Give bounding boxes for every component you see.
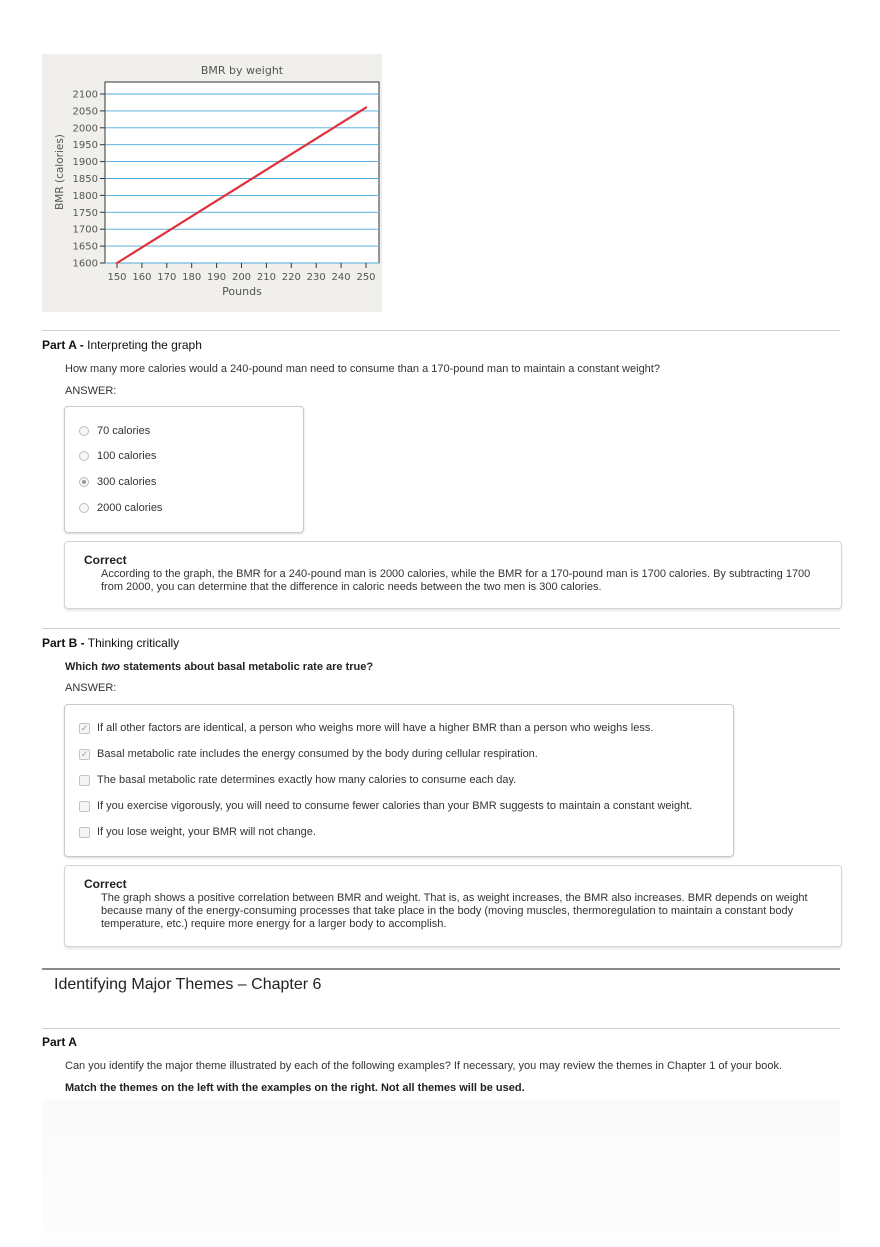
x-tick-label: 150	[107, 272, 127, 283]
section-instruction-bold: Match the themes on the left with the examples on the right. Not all themes will be used.	[65, 1082, 525, 1094]
part-b-answer-box	[64, 704, 734, 857]
y-tick-label: 2100	[72, 89, 98, 101]
question-text: statements about basal metabolic rate are true?	[120, 661, 374, 673]
x-tick-label: 250	[356, 272, 376, 283]
divider	[42, 330, 840, 331]
radio-button[interactable]	[79, 426, 89, 436]
y-tick-label: 1900	[72, 157, 98, 169]
part-b-answer-label: ANSWER:	[65, 682, 117, 694]
x-tick-label: 200	[231, 272, 252, 283]
y-tick-label: 1950	[72, 140, 98, 152]
y-tick-label: 1750	[72, 207, 98, 219]
section-divider	[42, 968, 840, 970]
divider	[42, 628, 840, 629]
part-a-answer-box	[64, 406, 304, 533]
part-b-heading-bold: Part B -	[42, 636, 85, 650]
option-label: If all other factors are identical, a person who weighs more will have a higher BMR than a person who weighs less.	[97, 722, 654, 734]
option-label: 300 calories	[97, 476, 157, 488]
part-b-option[interactable]	[79, 800, 692, 812]
x-tick-label: 190	[207, 272, 227, 283]
x-tick-label: 170	[157, 272, 177, 283]
question-emphasis: two	[101, 661, 121, 673]
feedback-text: According to the graph, the BMR for a 240-pound man is 2000 calories, while the BMR for a 170-pound man is 1700 calories. By subtracting 1700 from 2000, you can determine that the difference in caloric needs between the two men is 300 calories.	[101, 568, 811, 593]
section-part-heading	[42, 1035, 77, 1049]
part-heading-text: Part A	[42, 1035, 77, 1049]
checkbox-checked[interactable]: ✓	[80, 722, 89, 733]
part-a-option[interactable]	[79, 425, 150, 437]
divider	[42, 1028, 840, 1029]
x-tick-label: 240	[331, 272, 351, 283]
part-a-heading-bold: Part A -	[42, 338, 84, 352]
part-a-option[interactable]	[79, 450, 156, 462]
x-tick-label: 220	[281, 272, 301, 283]
checkbox-checked[interactable]: ✓	[80, 748, 89, 759]
checkbox[interactable]	[79, 775, 90, 786]
radio-button[interactable]	[79, 451, 89, 461]
part-a-option[interactable]	[79, 502, 162, 514]
part-a-question: How many more calories would a 240-pound man need to consume than a 170-pound man to maintain a constant weight?	[65, 363, 660, 375]
section-title: Identifying Major Themes – Chapter 6	[54, 976, 322, 993]
part-b-option[interactable]	[79, 722, 653, 734]
part-a-heading	[42, 338, 202, 352]
y-tick-label: 1600	[72, 258, 98, 270]
y-axis	[73, 90, 105, 270]
option-label: Basal metabolic rate includes the energy consumed by the body during cellular respiration.	[97, 748, 538, 760]
feedback-text: The graph shows a positive correlation between BMR and weight. That is, as weight increases, the BMR also increases. BMR depends on weight because many of the energy-consuming processes that take place in the body (moving muscles, thermoregulation to maintain a constant body temperature, etc.) require more energy for a larger body to accomplish.	[101, 892, 808, 930]
y-tick-label: 1650	[72, 241, 98, 253]
part-a-answer-label: ANSWER:	[65, 385, 117, 397]
matching-area	[42, 1100, 840, 1247]
checkbox[interactable]	[79, 801, 90, 812]
feedback-title: Correct	[84, 553, 127, 567]
part-b-option[interactable]	[79, 748, 538, 760]
option-label: 2000 calories	[97, 502, 163, 514]
bmr-chart	[42, 54, 382, 312]
radio-button-selected[interactable]	[79, 477, 89, 487]
question-text: Which	[65, 661, 102, 673]
x-axis	[107, 263, 375, 283]
chart-plot-area	[105, 82, 379, 263]
part-a-feedback	[64, 541, 842, 609]
part-b-option[interactable]	[79, 826, 316, 838]
y-tick-label: 2000	[72, 123, 98, 135]
radio-button[interactable]	[79, 503, 89, 513]
option-label: 100 calories	[97, 450, 157, 462]
chart-title: BMR by weight	[200, 64, 284, 77]
part-a-heading-text: Interpreting the graph	[83, 338, 202, 352]
x-tick-label: 180	[182, 272, 202, 283]
part-b-feedback	[64, 865, 842, 947]
part-b-option[interactable]	[79, 774, 516, 786]
x-tick-label: 210	[256, 272, 276, 283]
x-tick-label: 160	[132, 272, 152, 283]
y-tick-label: 1700	[72, 224, 98, 236]
part-b-heading	[42, 636, 179, 650]
option-label: The basal metabolic rate determines exactly how many calories to consume each day.	[97, 774, 517, 786]
bmr-chart-svg	[42, 54, 382, 312]
y-axis-label: BMR (calories)	[54, 134, 66, 210]
part-b-heading-text: Thinking critically	[84, 636, 180, 650]
x-tick-label: 230	[306, 272, 326, 283]
y-tick-label: 2050	[72, 106, 98, 118]
part-b-question	[65, 661, 373, 673]
part-a-option[interactable]	[79, 476, 156, 488]
option-label: 70 calories	[97, 425, 151, 437]
option-label: If you lose weight, your BMR will not change.	[97, 826, 316, 838]
feedback-title: Correct	[84, 877, 127, 891]
y-tick-label: 1800	[72, 190, 98, 202]
section-instruction: Can you identify the major theme illustrated by each of the following examples? If necessary, you may review the themes in Chapter 1 of your book.	[65, 1060, 782, 1072]
option-label: If you exercise vigorously, you will need to consume fewer calories than your BMR suggests to maintain a constant weight.	[97, 800, 693, 812]
checkbox[interactable]	[79, 827, 90, 838]
x-axis-label: Pounds	[222, 285, 262, 298]
y-tick-label: 1850	[72, 174, 98, 185]
